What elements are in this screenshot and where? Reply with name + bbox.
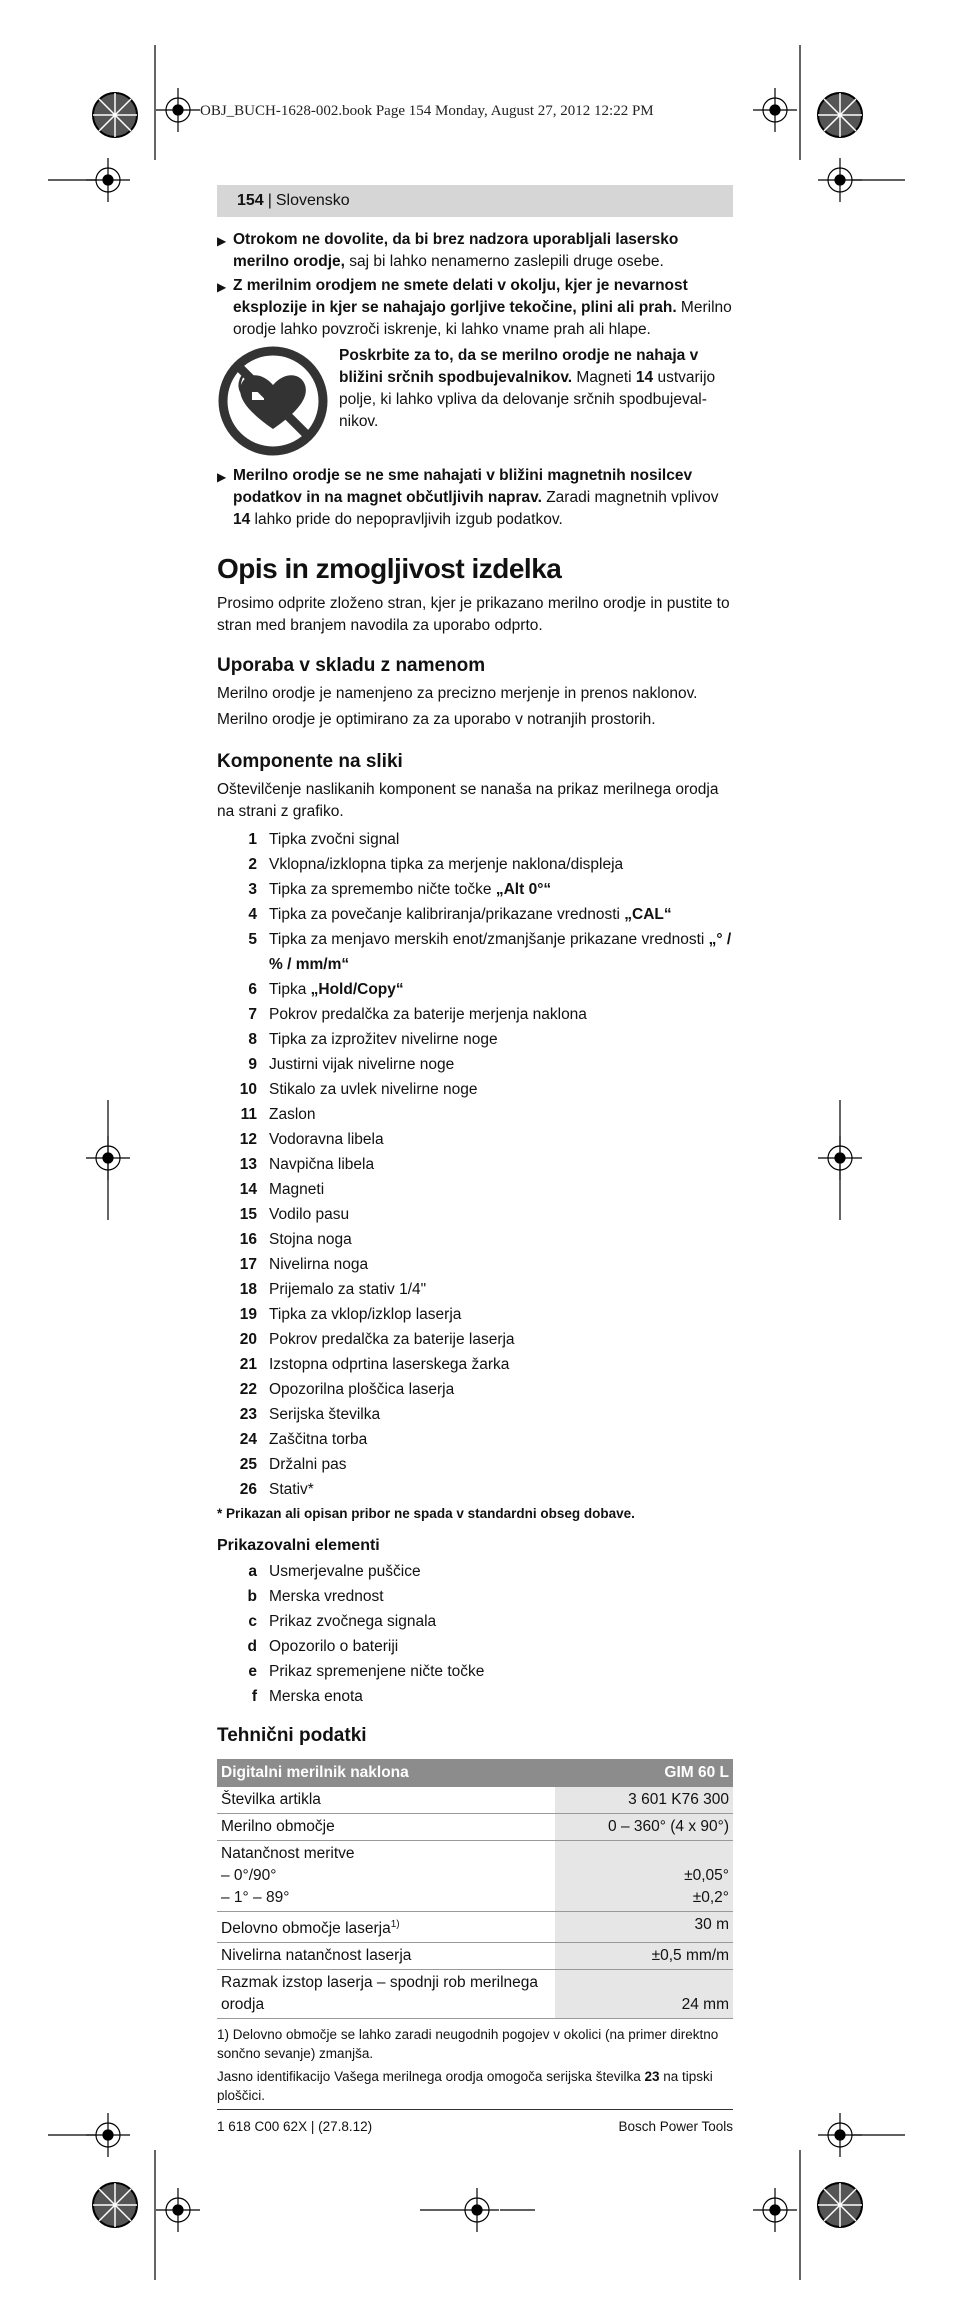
page-language: | Slovensko	[267, 192, 350, 209]
no-pacemaker-icon	[217, 345, 329, 457]
page-footer	[217, 2119, 733, 2134]
warning-bullet-children: ▶ Otrokom ne dovolite, da bi brez nadzora uporabljali lasersko merilno orodje, saj bi lahko nenamerno zaslepili druge osebe.	[217, 231, 679, 270]
tech-footnote-2: Jasno identifikacijo Vašega merilnega orodja omogoča serijska številka 23 na tipski ploščici.	[217, 2069, 713, 2104]
list-item: d Opozorilo o bateriji	[247, 1638, 399, 1655]
table-row	[217, 1841, 733, 1912]
list-item: 21 Izstopna odprtina laserskega žarka	[239, 1356, 510, 1373]
section-header-bar	[217, 185, 733, 217]
components-list	[217, 827, 733, 1502]
list-item: 9 Justirni vijak nivelirne noge	[248, 1056, 455, 1073]
list-item: 7 Pokrov predalčka za baterije merjenja naklona	[248, 1006, 587, 1023]
table-cell-label: Merilno območje	[217, 1814, 555, 1841]
list-item: 26 Stativ*	[239, 1481, 314, 1498]
components-title: Komponente na sliki	[217, 751, 403, 772]
section-title: Opis in zmogljivost izdelka	[217, 553, 562, 584]
list-item: 5 Tipka za menjavo merskih enot/zmanjšanje prikazane vrednosti „° / % / mm/m“	[248, 931, 732, 973]
list-item: 24 Zaščitna torba	[239, 1431, 368, 1448]
table-cell-label: Številka artikla	[217, 1787, 555, 1814]
table-cell-label: Delovno območje laserja$^{1)}$	[217, 1912, 555, 1943]
list-item: b Merska vrednost	[247, 1588, 384, 1605]
tech-data-title: Tehnični podatki	[217, 1725, 367, 1746]
list-item: 13 Navpična libela	[239, 1156, 375, 1173]
usage-title: Uporaba v skladu z namenom	[217, 655, 486, 676]
book-header-line: OBJ_BUCH-1628-002.book Page 154 Monday, August 27, 2012 12:22 PM	[200, 103, 654, 119]
list-item: f Merska enota	[251, 1688, 363, 1705]
table-row	[217, 1970, 733, 2019]
display-elements-title: Prikazovalni elementi	[217, 1537, 380, 1554]
usage-paragraph-2: Merilno orodje je optimirano za za uporabo v notranjih prostorih.	[217, 711, 656, 728]
list-item: a Usmerjevalne puščice	[248, 1563, 421, 1580]
intro-paragraph: Prosimo odprite zloženo stran, kjer je prikazano merilno orodje in pustite to stran med branjem navodila za uporabo odprto.	[217, 595, 730, 634]
table-row	[217, 1787, 733, 1814]
list-item: 16 Stojna noga	[239, 1231, 352, 1248]
list-item: 20 Pokrov predalčka za baterije laserja	[239, 1331, 515, 1348]
list-item: 1 Tipka zvočni signal	[248, 831, 400, 848]
footer-code: 1 618 C00 62X | (27.8.12)	[217, 2119, 373, 2134]
page-number: 154	[237, 192, 264, 209]
tech-footnote-1: 1) Delovno območje se lahko zaradi neugodnih pogojev v okolici (na primer direktno sončno sevanje) zmanjša.	[217, 2027, 719, 2062]
list-item: 6 Tipka „Hold/Copy“	[248, 981, 404, 998]
tech-data-table	[217, 1759, 733, 2019]
list-item: c Prikaz zvočnega signala	[248, 1613, 437, 1630]
list-item: 22 Opozorilna ploščica laserja	[239, 1381, 455, 1398]
list-item: 17 Nivelirna noga	[239, 1256, 369, 1273]
table-cell-label: Nivelirna natančnost laserja	[217, 1943, 555, 1970]
list-item: 10 Stikalo za uvlek nivelirne noge	[239, 1081, 478, 1098]
pacemaker-warning: Poskrbite za to, da se merilno orodje ne nahaja v bližini srčnih spodbujevalnikov. Magneti 14 ustvarijo polje, ki lahko vpliva da delovanje srčnih spodbujeval-nikov.	[217, 345, 733, 457]
warning-bullet-magnet: ▶ Merilno orodje se ne sme nahajati v bližini magnetnih nosilcev podatkov in na magnet občutljivih naprav. Zaradi magnetnih vplivov 14 lahko pride do nepopravljivih izgub podatkov.	[217, 467, 719, 528]
list-item: 12 Vodoravna libela	[239, 1131, 384, 1148]
table-header-row	[217, 1759, 733, 1787]
table-cell-value: 3 601 K76 300	[555, 1787, 733, 1814]
table-cell-value: ±0,5 mm/m	[555, 1943, 733, 1970]
table-cell-label: Razmak izstop laserja – spodnji rob merilnega orodja	[217, 1970, 555, 2019]
components-intro: Oštevilčenje naslikanih komponent se nanaša na prikaz merilnega orodja na strani z grafiko.	[217, 781, 719, 820]
list-item: 15 Vodilo pasu	[239, 1206, 350, 1223]
list-item: 14 Magneti	[239, 1181, 325, 1198]
warning-bullet-explosion: ▶ Z merilnim orodjem ne smete delati v okolju, kjer je nevarnost eksplozije in kjer se nahajajo gorljive tekočine, plini ali prah. Merilno orodje lahko povzroči iskrenje, ki lahko vname prah ali hlape.	[217, 277, 732, 338]
page-content	[217, 185, 733, 2110]
list-item: 3 Tipka za spremembo ničte točke „Alt 0°“	[248, 881, 552, 898]
table-row	[217, 1912, 733, 1943]
list-item: 19 Tipka za vklop/izklop laserja	[239, 1306, 462, 1323]
table-row	[217, 1814, 733, 1841]
table-header-left: Digitalni merilnik naklona	[217, 1759, 555, 1787]
list-item: 23 Serijska številka	[239, 1406, 381, 1423]
table-cell-value: ±0,05° ±0,2°	[555, 1841, 733, 1912]
list-item: 25 Držalni pas	[239, 1456, 347, 1473]
table-cell-value: 24 mm	[555, 1970, 733, 2019]
table-row	[217, 1943, 733, 1970]
list-item: 18 Prijemalo za stativ 1/4"	[239, 1281, 427, 1298]
table-cell-label: Natančnost meritve – 0°/90° – 1° – 89°	[217, 1841, 555, 1912]
list-item: 4 Tipka za povečanje kalibriranja/prikazane vrednosti „CAL“	[248, 906, 672, 923]
footer-brand: Bosch Power Tools	[618, 2119, 733, 2134]
list-item: 8 Tipka za izprožitev nivelirne noge	[248, 1031, 498, 1048]
usage-paragraph-1: Merilno orodje je namenjeno za precizno merjenje in prenos naklonov.	[217, 685, 698, 702]
display-elements-list	[217, 1559, 733, 1709]
list-item: 11 Zaslon	[240, 1106, 316, 1123]
list-item: 2 Vklopna/izklopna tipka za merjenje naklona/displeja	[248, 856, 624, 873]
table-header-right: GIM 60 L	[555, 1759, 733, 1787]
components-footnote: * Prikazan ali opisan pribor ne spada v standardni obseg dobave.	[217, 1506, 635, 1521]
table-cell-value: 30 m	[555, 1912, 733, 1943]
table-cell-value: 0 – 360° (4 x 90°)	[555, 1814, 733, 1841]
list-item: e Prikaz spremenjene ničte točke	[248, 1663, 485, 1680]
